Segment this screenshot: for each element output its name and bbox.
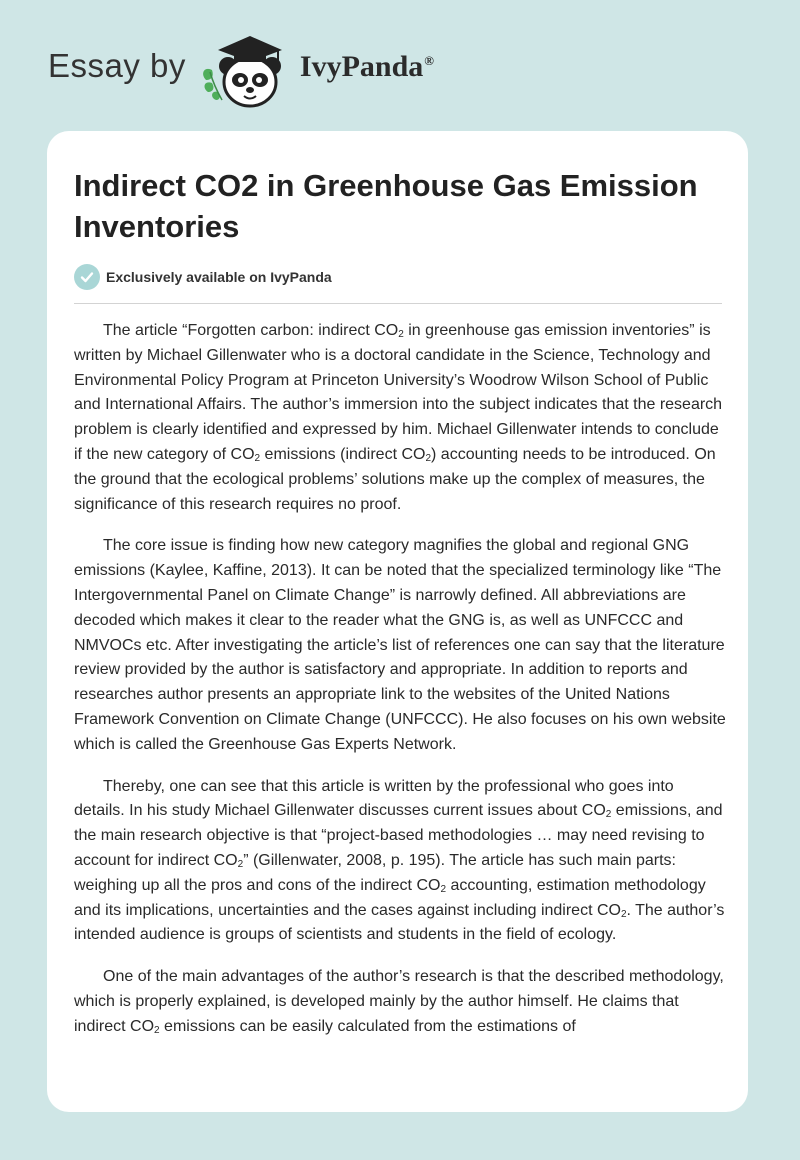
paragraph-text: emissions, and the main research objective is that “project-based methodologies … may need revising to account for indirect CO	[74, 802, 723, 869]
paragraph	[74, 965, 726, 1039]
divider	[74, 303, 722, 304]
paragraph-text: . The author’s intended audience is groups of scientists and students in the field of ecology.	[74, 901, 725, 944]
ivypanda-logo-icon[interactable]	[198, 30, 294, 110]
paragraph-text: ” (Gillenwater, 2008, p. 195). The article has such main parts: weighing up all the pros and cons of the indirect CO	[74, 851, 676, 894]
exclusive-badge	[74, 264, 332, 290]
paragraph-text: The article “Forgotten carbon: indirect CO	[103, 322, 399, 339]
brand-header	[48, 30, 434, 110]
subscript: 2	[398, 329, 404, 340]
subscript: 2	[237, 858, 244, 870]
essay-body	[74, 319, 726, 1057]
paragraph-text: Thereby, one can see that this article is written by the professional who goes into details. In his study Michael Gillenwater discusses current issues about CO	[74, 777, 674, 820]
subscript: 2	[254, 452, 261, 464]
subscript: 2	[605, 809, 612, 821]
essay-card	[47, 131, 748, 1112]
paragraph-text: ) accounting needs to be introduced. On the ground that the ecological problems’ solutions make up the complex of measures, the significance of this research requires no proof.	[74, 445, 716, 513]
paragraph-text: emissions can be easily calculated from the estimations of	[159, 1017, 576, 1035]
paragraph-text: accounting, estimation methodology and its implications, uncertainties and the cases against including indirect CO	[74, 876, 706, 919]
paragraph	[74, 775, 726, 949]
essay-by-label: Essay by	[48, 47, 186, 84]
subscript: 2	[620, 908, 627, 920]
registered-mark: ®	[424, 53, 434, 68]
subscript: 2	[154, 1024, 160, 1036]
page-title: Indirect CO2 in Greenhouse Gas Emission Inventories	[74, 168, 698, 244]
paragraph-text: The core issue is finding how new category magnifies the global and regional GNG emissions (Kaylee, Kaffine, 2013). It can be noted that the specialized terminology like “The Intergovernmental Panel on Climate Change” is narrowly defined. All abbreviations are decoded which makes it clear to the reader what the GNG is, as well as UNFCCC and NMVOCs etc. After investigating the article’s list of references one can say that the literature review provided by the author is satisfactory and appropriate. In addition to reports and researches author presents an appropriate link to the websites of the United Nations Framework Convention on Climate Change (UNFCCC). He also focuses on his own website which is called the Greenhouse Gas Experts Network.	[74, 537, 726, 753]
paragraph-text: in greenhouse gas emission inventories” is written by Michael Gillenwater who is a doctoral candidate in the Science, Technology and Environmental Policy Program at Princeton University’s Woodrow Wilson School of Public and International Affairs. The author’s immersion into the subject indicates that the research problem is clearly identified and expressed by him. Michael Gillenwater intends to conclude if the new category of CO	[74, 322, 723, 463]
brand-name[interactable]: IvyPanda®	[299, 50, 434, 83]
paragraph	[74, 319, 726, 517]
paragraph	[74, 534, 726, 757]
checkmark-icon	[74, 264, 100, 290]
subscript: 2	[425, 452, 432, 464]
subscript: 2	[440, 883, 446, 895]
paragraph-text: emissions (indirect CO	[260, 445, 426, 463]
exclusive-label: Exclusively available on IvyPanda	[106, 269, 332, 285]
paragraph-text: One of the main advantages of the author’s research is that the described methodology, which is properly explained, is developed mainly by the author himself. He claims that indirect CO	[74, 968, 724, 1035]
